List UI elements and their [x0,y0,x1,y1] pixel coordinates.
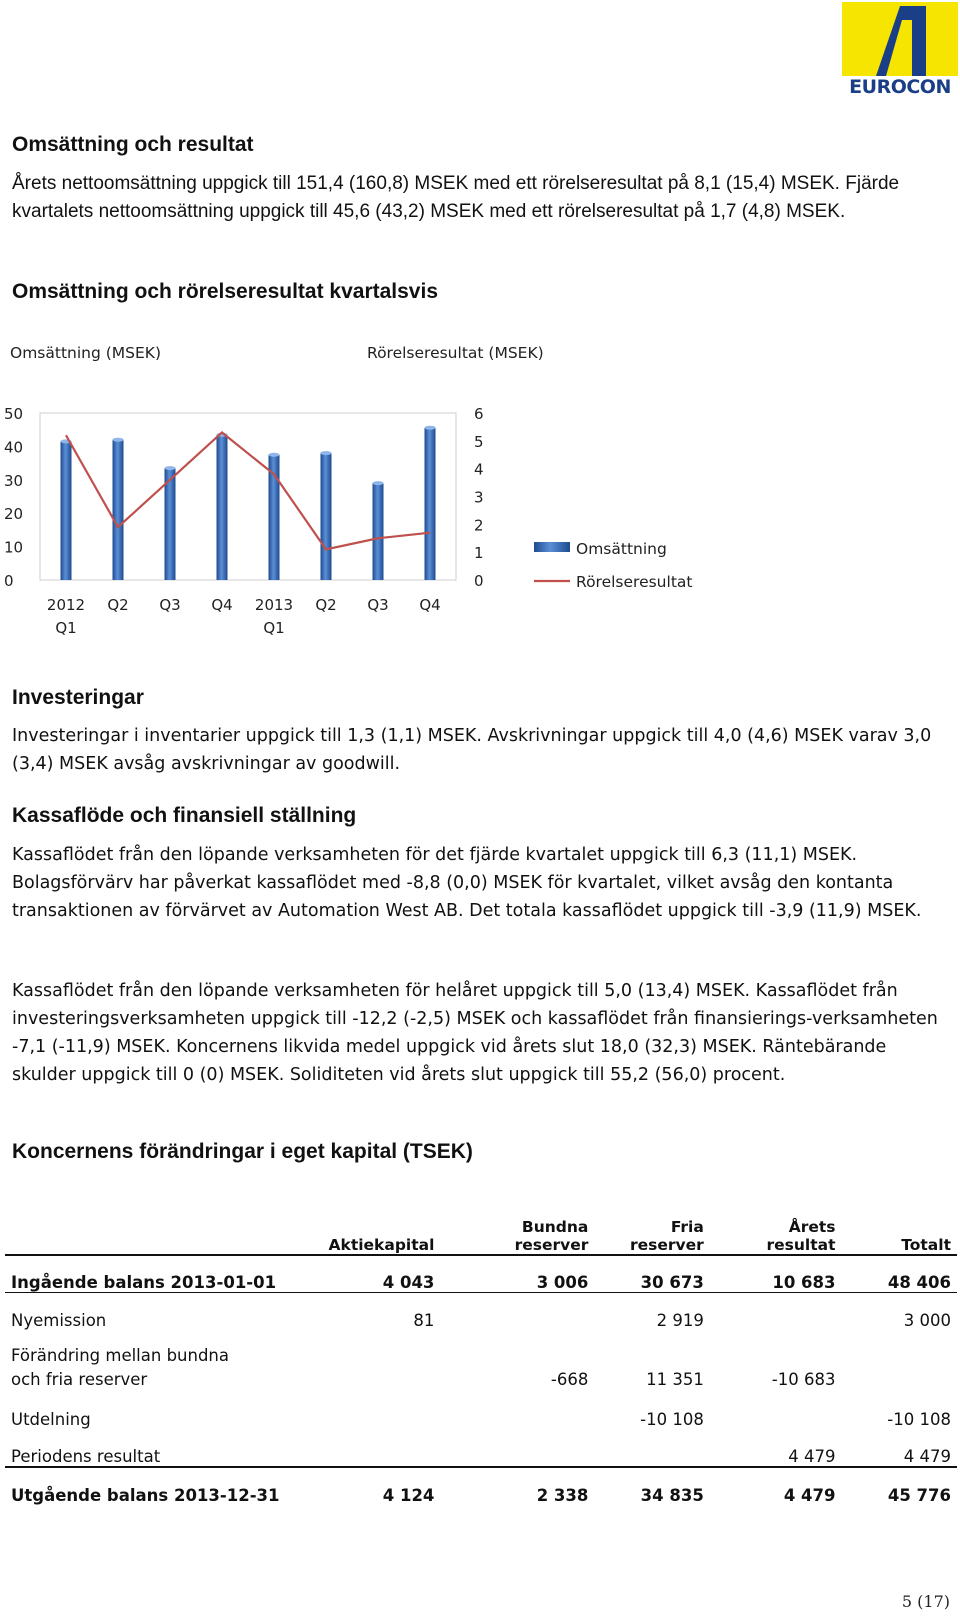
cell-aktiekapital: 4 124 [321,1467,440,1505]
x-tick-label: Q4 [419,596,441,614]
cell-totalt: 48 406 [842,1255,958,1293]
x-tick-label: Q1 [55,619,77,637]
chart-heading: Omsättning och rörelseresultat kvartalsvis [12,280,438,303]
cell-totalt [842,1330,958,1392]
cell-aktiekapital [321,1330,440,1392]
cell-arets-resultat [710,1293,842,1331]
cell-totalt: 3 000 [903,1311,951,1330]
x-tick-label: Q3 [367,596,389,614]
legend-swatch-omsattning [534,542,570,552]
para-investeringar: Investeringar i inventarier uppgick till 1,3 (1,1) MSEK. Avskrivningar uppgick till 4,0 (4,6) MSEK varav 3,0 (3,4) MSEK avsåg avskrivningar av goodwill. [12,726,932,774]
y-left-tick-label: 20 [4,505,24,524]
y-right-tick-label: 5 [474,432,484,451]
cell-bundna: 2 338 [440,1467,594,1505]
cell-fria: 11 351 [646,1370,704,1389]
cell-arets-resultat: 10 683 [710,1255,842,1293]
col-header-totalt: Totalt [842,1218,958,1255]
cell-fria: 2 919 [656,1311,704,1330]
para-kassaflode-2: Kassaflödet från den löpande verksamheten för helåret uppgick till 5,0 (13,4) MSEK. Kassaflödet från investeringsverksamheten uppgick till -12,2 (-2,5) MSEK och kassaflödet från finansierings-verksamheten -7,1 (-11,9) MSEK. Koncernens likvida medel uppgick vid årets slut 18,0 (32,3) MSEK. Räntebärande skulder uppgick till 0 (0) MSEK. Soliditeten vid årets slut uppgick till 55,2 (56,0) procent. [12,981,938,1085]
row-name: Periodens resultat [11,1447,161,1466]
table-row [5,1330,957,1392]
bar [61,441,72,580]
table-row [5,1429,957,1467]
cell-aktiekapital [321,1392,440,1429]
heading-investeringar: Investeringar [12,686,144,709]
heading-omsattning: Omsättning och resultat [12,133,254,156]
table-row [5,1255,957,1293]
cell-fria: 34 835 [594,1467,709,1505]
left-axis-label: Omsättning (MSEK) [10,344,162,362]
table-header-row [5,1218,957,1255]
legend-label-omsattning: Omsättning [576,540,667,558]
y-right-tick-label: 3 [474,488,484,507]
x-tick-label: 2013 [254,596,294,614]
col-header-bundna: Bundna reserver [440,1218,594,1255]
cell-bundna [440,1293,594,1331]
logo-text: EUROCON [849,76,951,98]
cell-bundna [440,1429,594,1467]
cell-aktiekapital [321,1429,440,1467]
cell-arets-resultat [710,1392,842,1429]
x-tick-label: Q2 [315,596,337,614]
col-header-aktiekapital: Aktiekapital [321,1218,440,1255]
row-name-line-2: och fria reserver [11,1370,148,1389]
col-header-fria: Fria reserver [594,1218,709,1255]
row-name [5,1330,321,1392]
y-right-tick-label: 0 [474,572,484,590]
x-tick-label: 2012 [46,596,86,614]
y-left-tick-label: 10 [4,538,24,557]
para-omsattning: Årets nettoomsättning uppgick till 151,4 (160,8) MSEK med ett rörelseresultat på 8,1 (15,4) MSEK. Fjärde kvartalets nettoomsättning uppgick till 45,6 (43,2) MSEK med ett rörelseresultat på 1,7 (4,8) MSEK. [12,173,900,222]
cell-arets-resultat: -10 683 [771,1370,836,1389]
bar-top [373,481,384,485]
cell-fria: -10 108 [640,1410,704,1429]
y-left-tick-label: 40 [4,438,24,457]
row-name: Utdelning [11,1410,91,1429]
cell-aktiekapital: 4 043 [321,1255,440,1293]
y-left-tick-label: 50 [4,405,24,423]
bar [425,428,436,580]
cell-totalt: -10 108 [887,1410,951,1429]
bar [373,483,384,580]
x-tick-label: Q4 [211,596,233,614]
plot-area [40,413,456,580]
x-tick-label: Q3 [159,596,181,614]
col-header-arets-resultat: Årets resultat [710,1218,842,1255]
cell-fria: 30 673 [594,1255,709,1293]
col-header-name [5,1218,321,1255]
bar [165,468,176,580]
quarterly-chart [0,400,960,650]
cell-arets-resultat: 4 479 [710,1467,842,1505]
cell-fria [594,1429,709,1467]
bar [217,435,228,580]
legend-label-rorelseresultat: Rörelseresultat [576,573,693,591]
y-right-tick-label: 6 [474,405,484,423]
table-row [5,1392,957,1429]
bar [113,440,124,580]
row-name-line-1: Förändring mellan bundna [11,1346,230,1365]
table-row [5,1293,957,1331]
bar-top [425,426,436,430]
cell-bundna [440,1392,594,1429]
table-row [5,1467,957,1505]
cell-totalt: 45 776 [842,1467,958,1505]
row-name: Utgående balans 2013-12-31 [5,1467,321,1505]
x-tick-label: Q2 [107,596,129,614]
para-kassaflode-1: Kassaflödet från den löpande verksamheten för det fjärde kvartalet uppgick till 6,3 (11,1) MSEK. Bolagsförvärv har påverkat kassaflödet med -8,8 (0,0) MSEK för kvartalet, vilket avsåg den kontanta transaktionen av förvärvet av Automation West AB. Det totala kassaflödet uppgick till -3,9 (11,9) MSEK. [12,845,922,921]
bar-top [165,466,176,470]
y-right-tick-label: 1 [474,544,484,563]
cell-arets-resultat: 4 479 [788,1447,836,1466]
page-number: 5 (17) [901,1592,950,1611]
right-axis-label: Rörelseresultat (MSEK) [367,344,544,362]
equity-table [5,1218,957,1505]
row-name: Ingående balans 2013-01-01 [5,1255,321,1293]
eurocon-logo [842,2,958,98]
cell-bundna: 3 006 [440,1255,594,1293]
heading-eget-kapital: Koncernens förändringar i eget kapital (TSEK) [12,1140,473,1163]
y-left-tick-label: 0 [4,572,14,590]
bar-top [321,451,332,455]
y-right-tick-label: 2 [474,516,484,535]
x-tick-label: Q1 [263,619,285,637]
y-left-tick-label: 30 [4,471,24,490]
y-right-tick-label: 4 [474,460,484,479]
heading-kassaflode: Kassaflöde och finansiell ställning [12,804,357,827]
cell-aktiekapital: 81 [413,1311,435,1330]
bar-top [113,438,124,442]
bar [321,453,332,580]
row-name: Nyemission [11,1311,107,1330]
cell-totalt: 4 479 [903,1447,951,1466]
logo-mark-icon [842,2,958,76]
cell-bundna: -668 [550,1370,589,1389]
bar-top [269,453,280,457]
